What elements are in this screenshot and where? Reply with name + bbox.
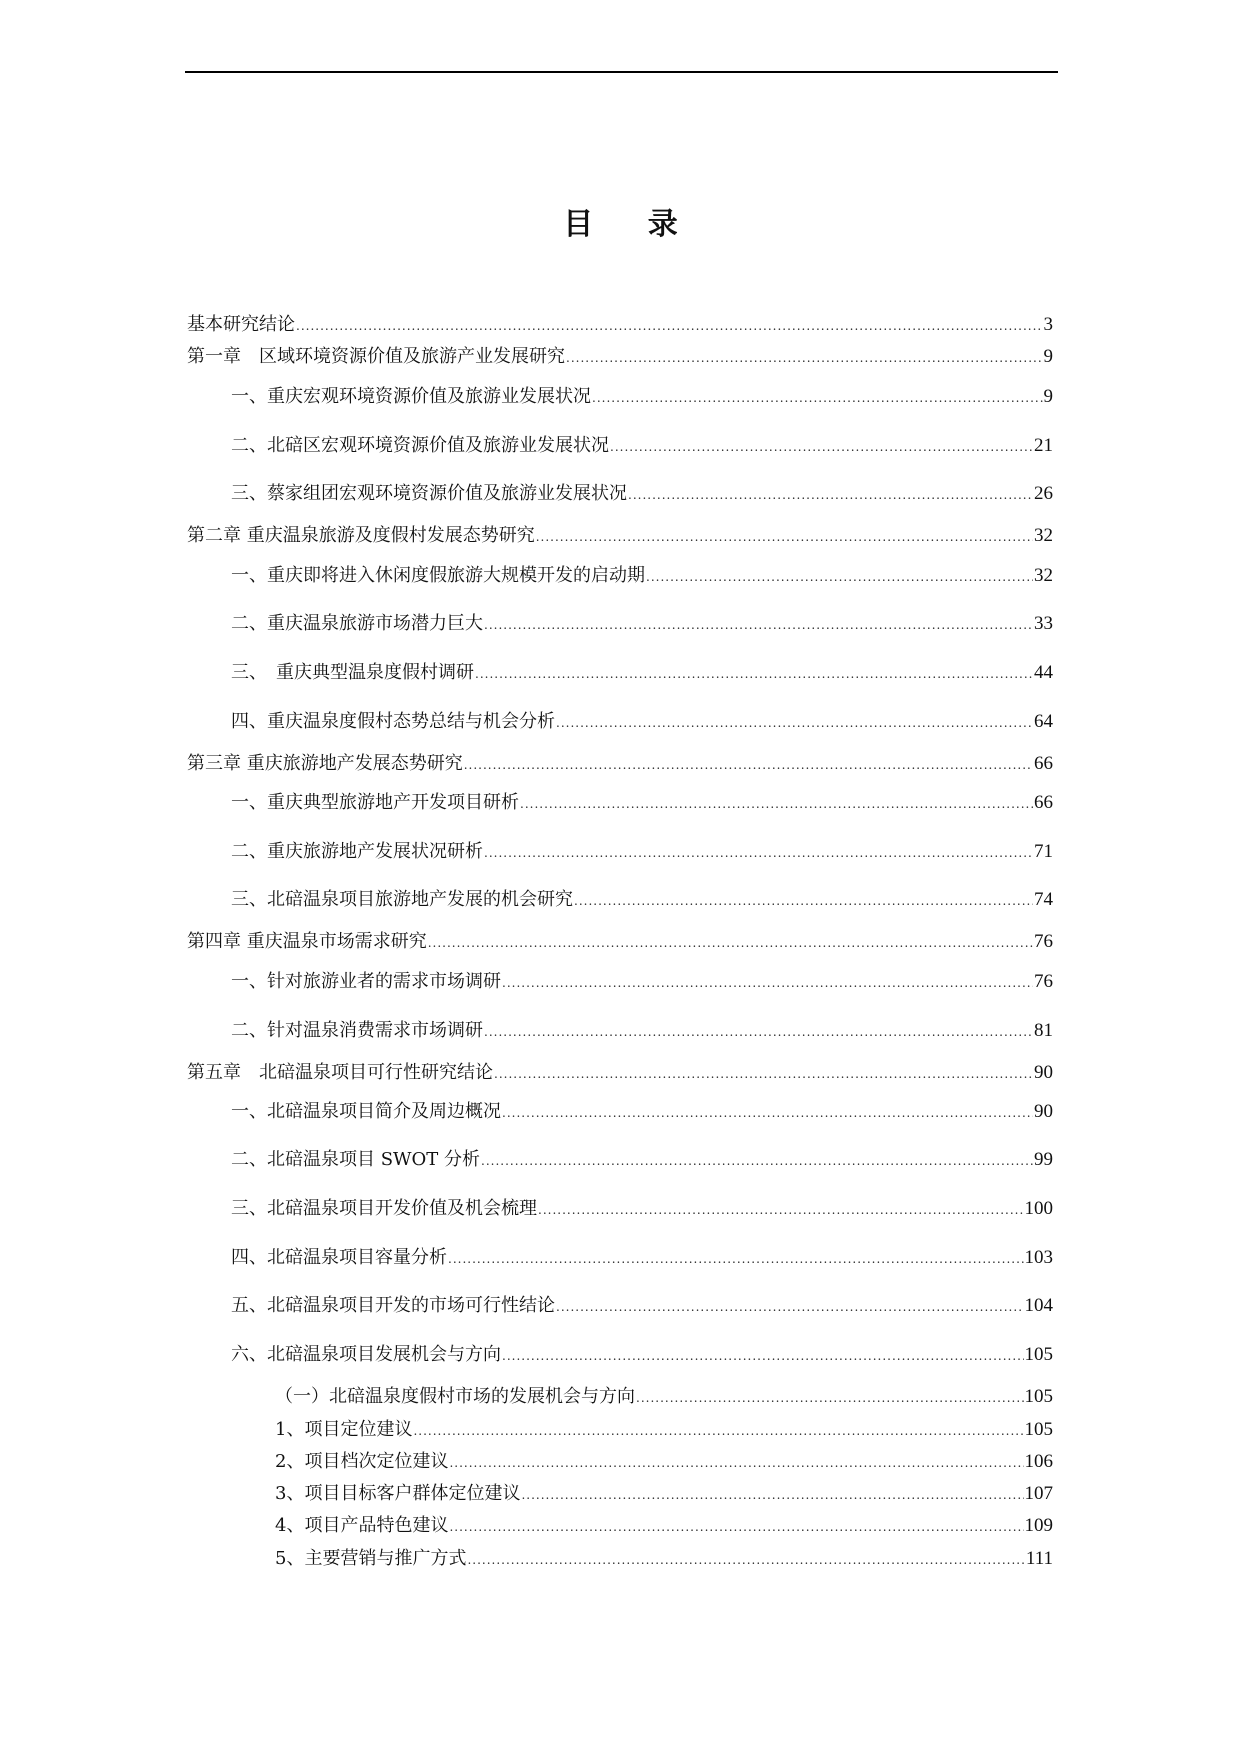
toc-leader-dots xyxy=(484,841,1033,865)
toc-leader-dots xyxy=(449,1451,1023,1475)
toc-entry-page: 107 xyxy=(1024,1483,1053,1504)
toc-entry[interactable] xyxy=(231,1100,1053,1125)
toc-entry-title: 第四章 重庆温泉市场需求研究 xyxy=(187,931,427,952)
toc-leader-dots xyxy=(646,565,1033,589)
toc-leader-dots xyxy=(592,386,1043,410)
toc-entry-page: 100 xyxy=(1024,1198,1053,1219)
toc-entry-title: 三、北碚温泉项目开发价值及机会梳理 xyxy=(231,1198,537,1219)
toc-leader-dots xyxy=(536,525,1033,549)
toc-entry-page: 9 xyxy=(1043,346,1053,367)
toc-entry[interactable] xyxy=(231,1246,1053,1271)
toc-leader-dots xyxy=(610,435,1033,459)
toc-leader-dots xyxy=(475,662,1033,686)
toc-entry[interactable] xyxy=(275,1450,1053,1475)
toc-entry-page: 21 xyxy=(1034,435,1053,456)
toc-entry[interactable] xyxy=(187,1061,1053,1086)
toc-entry-title: 第三章 重庆旅游地产发展态势研究 xyxy=(187,753,463,774)
toc-leader-dots xyxy=(521,1483,1023,1507)
toc-entry-page: 105 xyxy=(1024,1386,1053,1407)
toc-entry-title: 二、北碚温泉项目 SWOT 分析 xyxy=(231,1149,481,1170)
toc-entry-page: 104 xyxy=(1024,1295,1053,1316)
toc-entry-title: 4、项目产品特色建议 xyxy=(275,1515,449,1536)
toc-entry-page: 111 xyxy=(1025,1548,1053,1569)
toc-entry-title: 三、北碚温泉项目旅游地产发展的机会研究 xyxy=(231,889,573,910)
toc-entry[interactable] xyxy=(231,888,1053,913)
toc-entry-page: 81 xyxy=(1034,1020,1053,1041)
toc-entry[interactable] xyxy=(187,345,1053,370)
toc-entry-page: 103 xyxy=(1024,1247,1053,1268)
toc-leader-dots xyxy=(566,346,1043,370)
toc-entry-page: 32 xyxy=(1034,525,1053,546)
toc-entry[interactable] xyxy=(231,840,1053,865)
toc-entry-title: 一、北碚温泉项目简介及周边概况 xyxy=(231,1101,501,1122)
toc-entry-title: 2、项目档次定位建议 xyxy=(275,1451,449,1472)
toc-entry[interactable] xyxy=(275,1385,1053,1410)
toc-leader-dots xyxy=(484,1020,1033,1044)
toc-entry[interactable] xyxy=(231,1343,1053,1368)
toc-entry[interactable] xyxy=(231,1197,1053,1222)
toc-entry-title: 二、重庆旅游地产发展状况研析 xyxy=(231,841,483,862)
toc-entry[interactable] xyxy=(275,1482,1053,1507)
toc-entry-title: 第二章 重庆温泉旅游及度假村发展态势研究 xyxy=(187,525,535,546)
toc-leader-dots xyxy=(467,1548,1024,1572)
toc-entry-page: 9 xyxy=(1043,386,1053,407)
toc-entry-page: 76 xyxy=(1034,971,1053,992)
toc-entry[interactable] xyxy=(275,1547,1053,1572)
toc-entry-page: 76 xyxy=(1034,931,1053,952)
toc-entry[interactable] xyxy=(275,1514,1053,1539)
toc-entry[interactable] xyxy=(231,612,1053,637)
toc-entry-title: 一、重庆宏观环境资源价值及旅游业发展状况 xyxy=(231,386,591,407)
toc-entry-page: 44 xyxy=(1034,662,1053,683)
toc-entry-title: 五、北碚温泉项目开发的市场可行性结论 xyxy=(231,1295,555,1316)
page-title: 目 录 xyxy=(563,207,700,242)
toc-entry-page: 99 xyxy=(1034,1149,1053,1170)
toc-leader-dots xyxy=(636,1386,1024,1410)
toc-entry-title: 基本研究结论 xyxy=(187,314,295,335)
toc-entry-title: 第一章 区域环境资源价值及旅游产业发展研究 xyxy=(187,346,565,367)
toc-entry-page: 106 xyxy=(1024,1451,1053,1472)
toc-entry-title: 二、重庆温泉旅游市场潜力巨大 xyxy=(231,613,483,634)
toc-entry-page: 90 xyxy=(1034,1062,1053,1083)
toc-entry-title: 三、 重庆典型温泉度假村调研 xyxy=(231,662,474,683)
toc-leader-dots xyxy=(502,1344,1024,1368)
toc-entry-title: 二、北碚区宏观环境资源价值及旅游业发展状况 xyxy=(231,435,609,456)
toc-entry[interactable] xyxy=(187,313,1053,338)
toc-entry-page: 105 xyxy=(1024,1419,1053,1440)
toc-entry-title: 四、北碚温泉项目容量分析 xyxy=(231,1247,447,1268)
toc-leader-dots xyxy=(538,1198,1024,1222)
toc-entry-page: 66 xyxy=(1034,792,1053,813)
toc-entry-page: 109 xyxy=(1024,1515,1053,1536)
toc-leader-dots xyxy=(574,889,1033,913)
toc-entry-title: 四、重庆温泉度假村态势总结与机会分析 xyxy=(231,711,555,732)
toc-entry-page: 66 xyxy=(1034,753,1053,774)
toc-leader-dots xyxy=(502,1101,1033,1125)
toc-leader-dots xyxy=(428,931,1033,955)
toc-entry-page: 71 xyxy=(1034,841,1053,862)
toc-leader-dots xyxy=(556,711,1033,735)
toc-leader-dots xyxy=(556,1295,1024,1319)
toc-leader-dots xyxy=(464,753,1033,777)
toc-entry-page: 64 xyxy=(1034,711,1053,732)
toc-entry-title: 第五章 北碚温泉项目可行性研究结论 xyxy=(187,1062,493,1083)
toc-leader-dots xyxy=(413,1419,1023,1443)
toc-entry[interactable] xyxy=(231,970,1053,995)
toc-entry-title: 5、主要营销与推广方式 xyxy=(275,1548,467,1569)
toc-entry[interactable] xyxy=(231,482,1053,507)
toc-entry-page: 74 xyxy=(1034,889,1053,910)
toc-leader-dots xyxy=(481,1149,1033,1173)
toc-entry[interactable] xyxy=(231,710,1053,735)
toc-entry-title: 一、针对旅游业者的需求市场调研 xyxy=(231,971,501,992)
toc-entry[interactable] xyxy=(231,1294,1053,1319)
toc-leader-dots xyxy=(484,613,1033,637)
toc-entry-page: 3 xyxy=(1043,314,1053,335)
toc-entry[interactable] xyxy=(231,385,1053,410)
toc-leader-dots xyxy=(296,314,1043,338)
toc-entry-page: 32 xyxy=(1034,565,1053,586)
toc-entry[interactable] xyxy=(187,752,1053,777)
toc-leader-dots xyxy=(520,792,1033,816)
toc-entry-page: 26 xyxy=(1034,483,1053,504)
toc-entry-title: 3、项目目标客户群体定位建议 xyxy=(275,1483,521,1504)
toc-leader-dots xyxy=(502,971,1033,995)
toc-leader-dots xyxy=(449,1515,1023,1539)
toc-entry[interactable] xyxy=(231,661,1053,686)
toc-entry[interactable] xyxy=(231,1019,1053,1044)
toc-entry-page: 33 xyxy=(1034,613,1053,634)
toc-entry-title: （一）北碚温泉度假村市场的发展机会与方向 xyxy=(275,1386,635,1407)
toc-entry-title: 二、针对温泉消费需求市场调研 xyxy=(231,1020,483,1041)
toc-entry[interactable] xyxy=(231,564,1053,589)
toc-leader-dots xyxy=(494,1062,1033,1086)
toc-entry-title: 1、项目定位建议 xyxy=(275,1419,413,1440)
toc-entry[interactable] xyxy=(231,434,1053,459)
toc-entry-page: 105 xyxy=(1024,1344,1053,1365)
toc-entry[interactable] xyxy=(187,930,1053,955)
toc-entry-title: 一、重庆典型旅游地产开发项目研析 xyxy=(231,792,519,813)
toc-entry[interactable] xyxy=(231,1148,1053,1173)
toc-entry-page: 90 xyxy=(1034,1101,1053,1122)
toc-entry-title: 六、北碚温泉项目发展机会与方向 xyxy=(231,1344,501,1365)
toc-entry[interactable] xyxy=(275,1418,1053,1443)
toc-leader-dots xyxy=(448,1247,1024,1271)
toc-entry-title: 一、重庆即将进入休闲度假旅游大规模开发的启动期 xyxy=(231,565,645,586)
toc-entry-title: 三、蔡家组团宏观环境资源价值及旅游业发展状况 xyxy=(231,483,627,504)
toc-entry[interactable] xyxy=(187,524,1053,549)
toc-entry[interactable] xyxy=(231,791,1053,816)
toc-leader-dots xyxy=(628,483,1033,507)
